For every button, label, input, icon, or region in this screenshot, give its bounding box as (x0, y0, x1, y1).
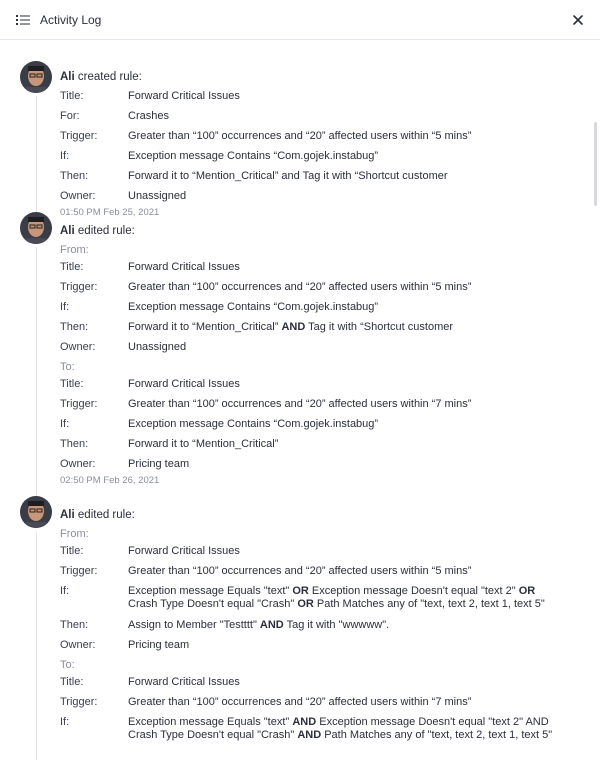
field-row: Trigger: Greater than “100” occurrences and “20” affected users within “7 mins” (60, 398, 472, 410)
field-row: Title: Forward Critical Issues (60, 90, 600, 103)
entry-action: edited rule: (77, 509, 135, 521)
user-name: Ali (60, 509, 75, 521)
field-row: Trigger: Greater than “100” occurrences and “20” affected users within “5 mins” (60, 130, 600, 143)
activity-list[interactable] (0, 40, 600, 760)
activity-log-header (0, 0, 600, 40)
entry-header (60, 223, 600, 239)
field-row: Owner: Unassigned (60, 341, 187, 353)
rule-owner: Unassigned (128, 190, 187, 202)
field-row: If: Exception message Equals "text" OR Exception message Doesn't equal "text 2" OR Crash Type Doesn't equal "Crash" OR Path Matches any of "text, text 2, text 1, text 5" (60, 585, 545, 610)
field-row: If: Exception message Contains “Com.gojek.instabug” (60, 301, 379, 313)
rule-if: Exception message Contains “Com.gojek.instabug” (128, 150, 379, 162)
user-name: Ali (60, 225, 75, 237)
entry-header (60, 507, 600, 523)
rule-title: Forward Critical Issues (128, 90, 240, 102)
field-row: Then: Forward it to “Mention_Critical” (60, 438, 279, 450)
rule-for: Crashes (128, 110, 169, 122)
activity-entry (0, 40, 600, 223)
field-row: For: Crashes (60, 110, 600, 123)
field-row: If: Exception message Contains “Com.gojek.instabug” (60, 418, 379, 430)
field-row: Title: Forward Critical Issues (60, 545, 240, 557)
activity-entry (0, 223, 600, 507)
timestamp: 02:50 PM Feb 26, 2021 (60, 475, 160, 486)
avatar (20, 61, 52, 93)
field-row: Then: Forward it to “Mention_Critical” AND Tag it with “Shortcut customer (60, 321, 454, 333)
timeline-line (36, 96, 37, 221)
from-label: From: (60, 244, 89, 256)
field-row: Owner: Pricing team (60, 458, 190, 470)
timeline-line (36, 531, 37, 760)
field-row: If: Exception message Contains “Com.gojek.instabug” (60, 150, 600, 163)
field-row: If: Exception message Equals "text" AND Exception message Doesn't equal "text 2" AND Crash Type Doesn't equal "Crash" AND Path Matches any of "text, text 2, text 1, text 5" (60, 716, 553, 741)
avatar (20, 212, 52, 244)
field-row: Then: Assign to Member "Testttt" AND Tag it with "wwwww". (60, 619, 390, 631)
field-row: Trigger: Greater than “100” occurrences and “20” affected users within “7 mins” (60, 696, 472, 708)
field-row: Trigger: Greater than “100” occurrences and “20” affected users within “5 mins” (60, 565, 472, 577)
field-row: Title: Forward Critical Issues (60, 261, 240, 273)
list-icon (16, 14, 30, 26)
page-title: Activity Log (40, 12, 102, 27)
activity-entry (0, 507, 600, 742)
timestamp: 01:50 PM Feb 25, 2021 (60, 207, 160, 218)
timeline-line (36, 247, 37, 504)
rule-then: Forward it to “Mention_Critical” and Tag it with “Shortcut customer (128, 170, 448, 182)
entry-action: edited rule: (77, 225, 135, 237)
field-row: Owner: Pricing team (60, 639, 190, 651)
to-label: To: (60, 361, 75, 373)
to-label: To: (60, 659, 75, 671)
rule-trigger: Greater than “100” occurrences and “20” affected users within “5 mins” (128, 130, 472, 142)
user-name: Ali (60, 71, 75, 83)
field-row: Then: Forward it to “Mention_Critical” and Tag it with “Shortcut customer (60, 170, 600, 183)
avatar (20, 496, 52, 528)
entry-action: created rule: (77, 71, 142, 83)
field-row: Owner: Unassigned (60, 190, 600, 203)
from-label: From: (60, 528, 89, 540)
entry-header (60, 69, 600, 85)
field-row: Title: Forward Critical Issues (60, 676, 240, 688)
field-row: Title: Forward Critical Issues (60, 378, 240, 390)
field-row: Trigger: Greater than “100” occurrences and “20” affected users within “5 mins” (60, 281, 472, 293)
close-icon[interactable] (570, 12, 586, 28)
